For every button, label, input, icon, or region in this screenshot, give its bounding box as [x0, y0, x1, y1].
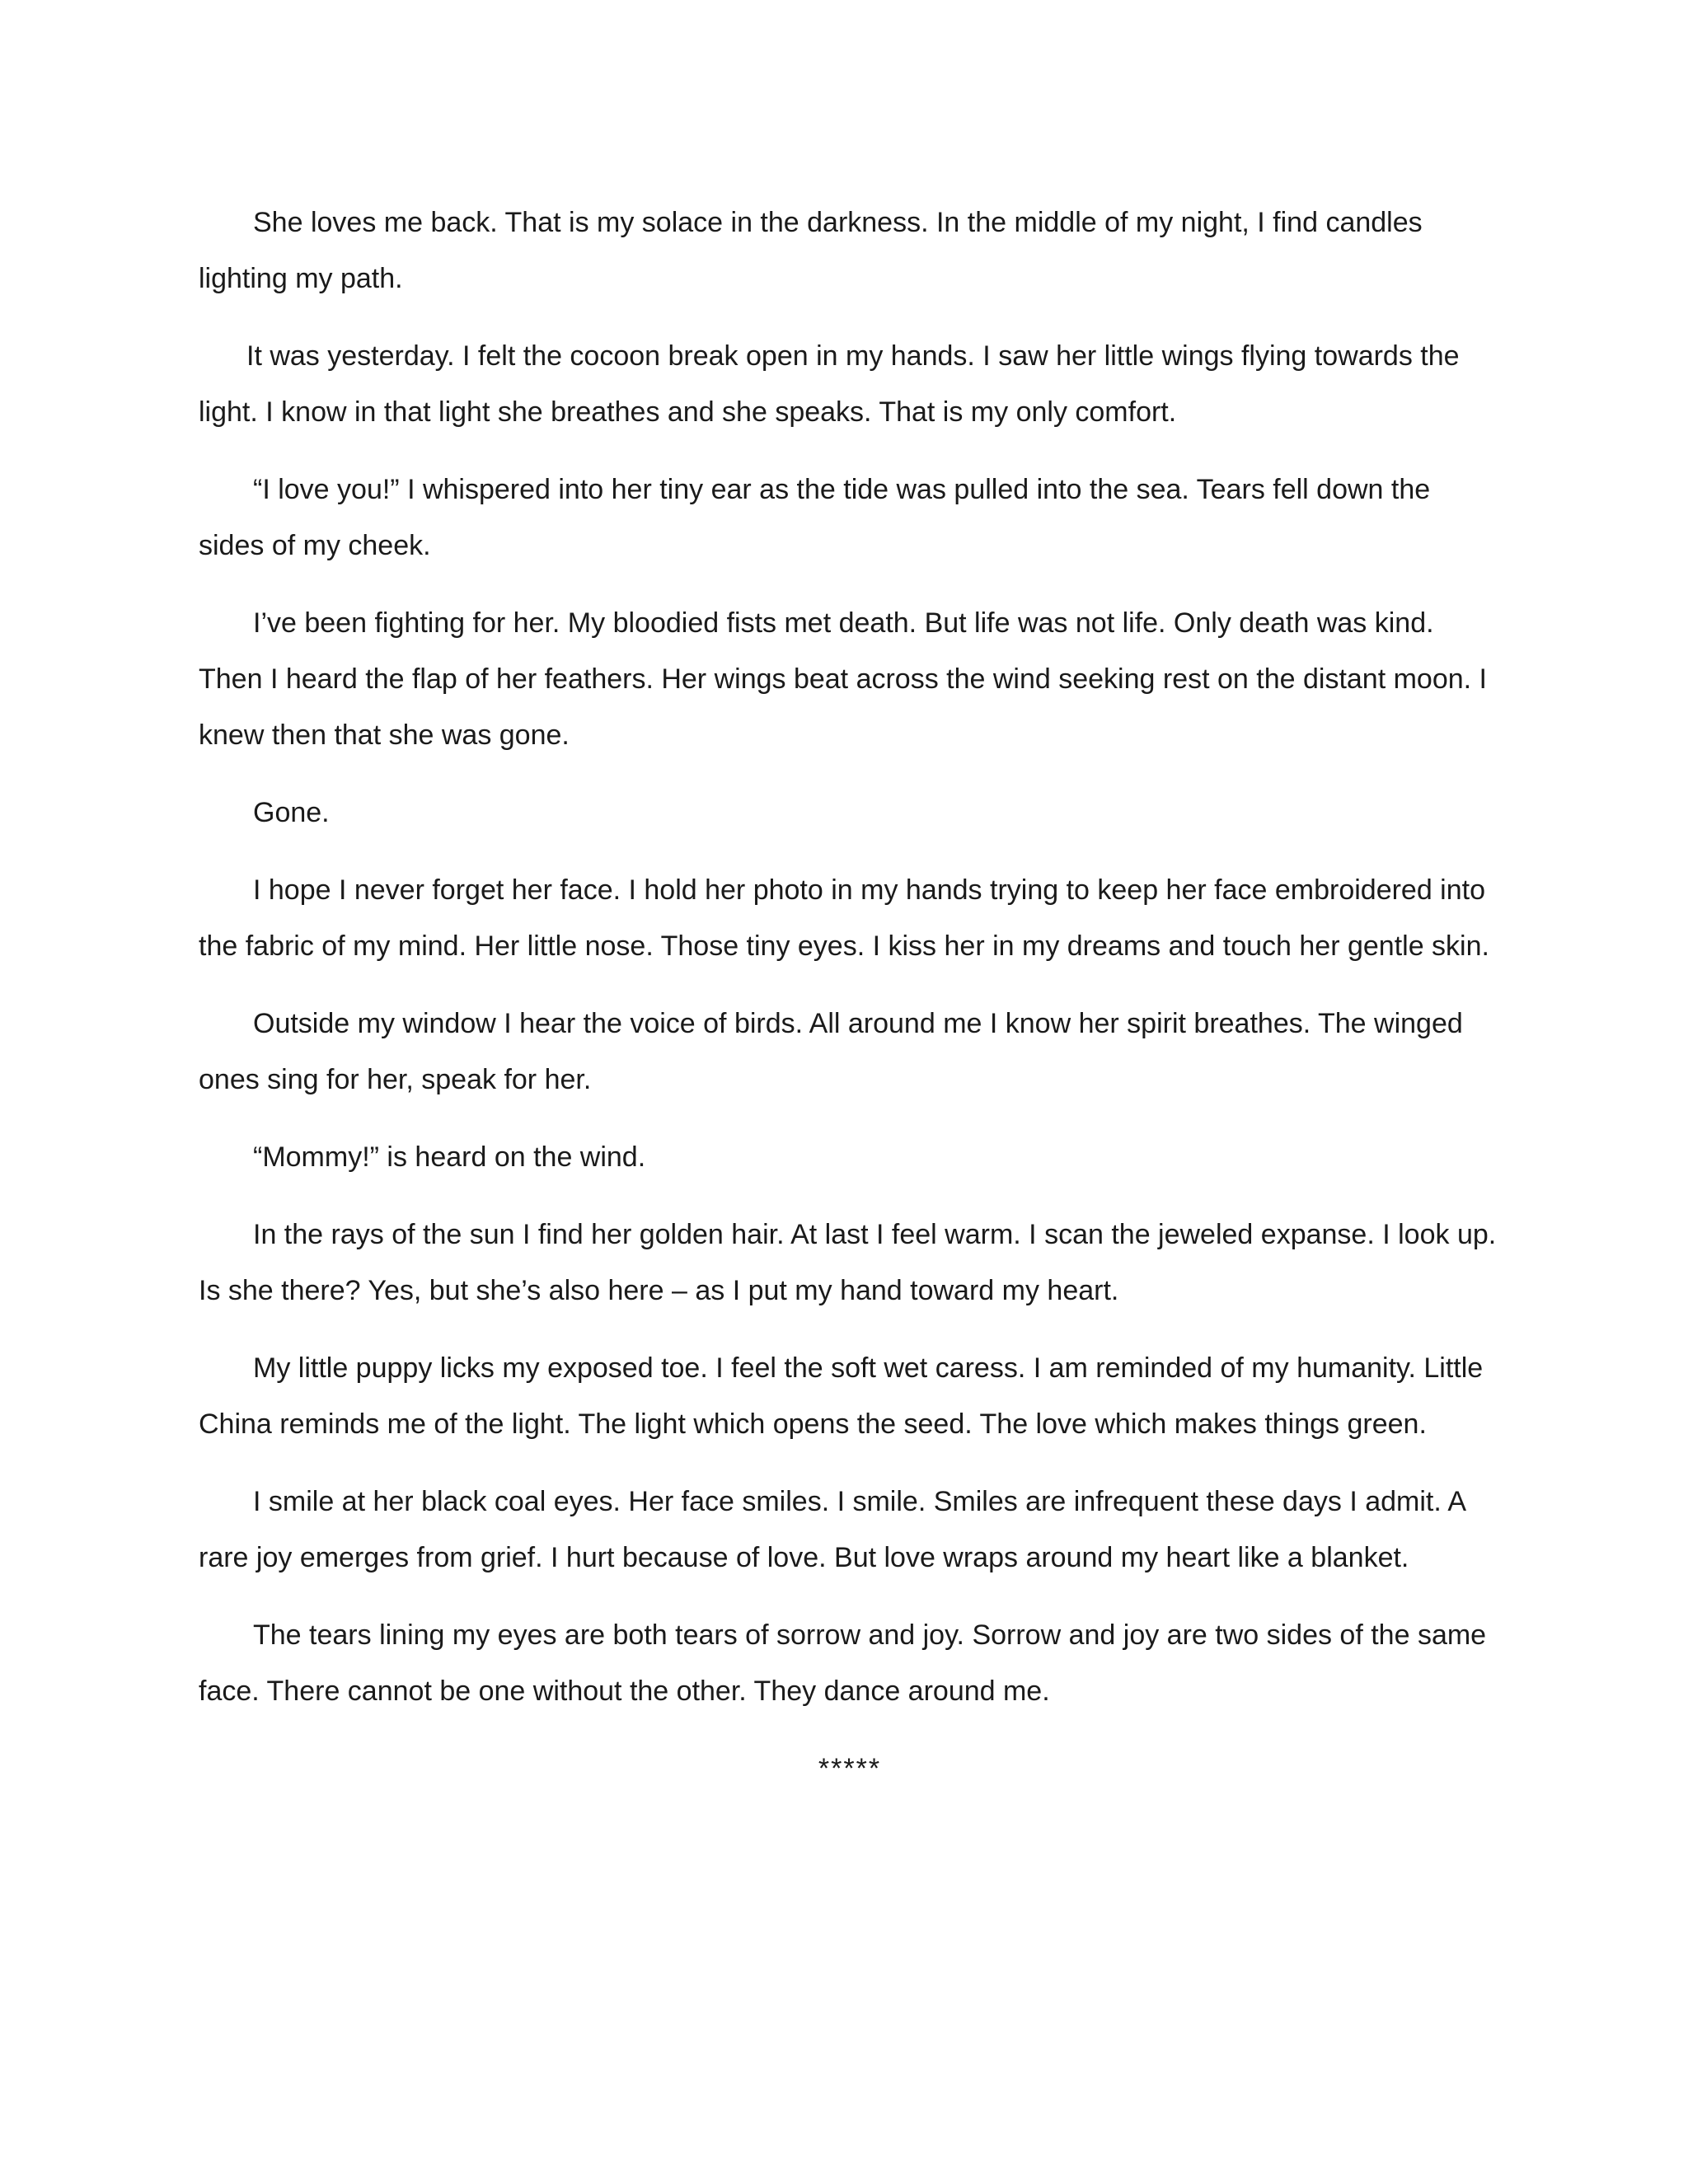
paragraph: My little puppy licks my exposed toe. I feel the soft wet caress. I am reminded of my humanity. Little China reminds me of the light. The light which opens the seed. The love which makes things green. — [199, 1352, 1484, 1440]
paragraph: I smile at her black coal eyes. Her face smiles. I smile. Smiles are infrequent these days I admit. A rare joy emerges from grief. I hurt because of love. But love wraps around my heart like a blanket. — [199, 1486, 1465, 1573]
paragraph: “Mommy!” is heard on the wind. — [253, 1141, 646, 1173]
paragraph: I hope I never forget her face. I hold her photo in my hands trying to keep her face embroidered into the fabric of my mind. Her little nose. Those tiny eyes. I kiss her in my dreams and touch her gentle skin. — [199, 874, 1489, 962]
paragraph: It was yesterday. I felt the cocoon break open in my hands. I saw her little wings flying towards the light. I know in that light she breathes and she speaks. That is my only comfort. — [199, 340, 1460, 428]
story-body — [199, 194, 1501, 1797]
paragraph: The tears lining my eyes are both tears of sorrow and joy. Sorrow and joy are two sides of the same face. There cannot be one without the other. They dance around me. — [199, 1619, 1487, 1707]
paragraph: She loves me back. That is my solace in the darkness. In the middle of my night, I find candles lighting my path. — [199, 207, 1423, 294]
paragraph: In the rays of the sun I find her golden hair. At last I feel warm. I scan the jeweled expanse. I look up. Is she there? Yes, but she’s also here – as I put my hand toward my heart. — [199, 1219, 1497, 1306]
paragraph: I’ve been fighting for her. My bloodied fists met death. But life was not life. Only death was kind. Then I heard the flap of her feathers. Her wings beat across the wind seeking rest on the distant moon. I knew then that she was gone. — [199, 607, 1487, 751]
section-separator: ***** — [818, 1753, 882, 1784]
paragraph: Outside my window I hear the voice of birds. All around me I know her spirit breathes. The winged ones sing for her, speak for her. — [199, 1008, 1463, 1095]
paragraph: “I love you!” I whispered into her tiny ear as the tide was pulled into the sea. Tears fell down the sides of my cheek. — [199, 474, 1431, 561]
paragraph: Gone. — [253, 797, 330, 828]
